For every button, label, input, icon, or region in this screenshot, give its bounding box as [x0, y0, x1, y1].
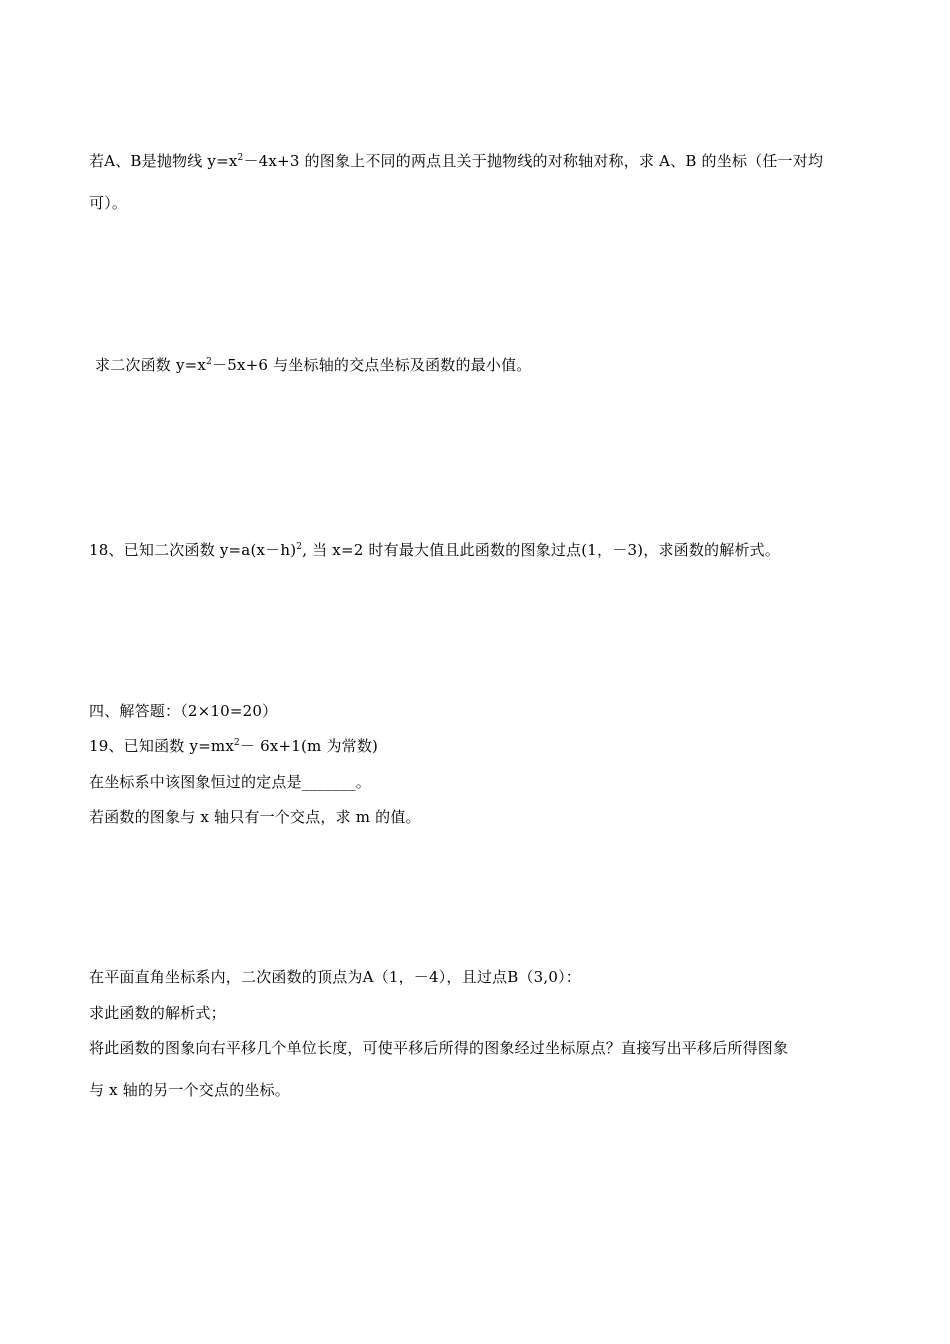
question-ab-line2: 可）。: [89, 194, 128, 212]
question-19-part2: 若函数的图象与 x 轴只有一个交点，求 m 的值。: [89, 808, 421, 826]
question-18: [89, 540, 780, 560]
question-20-part1: 求此函数的解析式；: [89, 1004, 226, 1022]
question-min-value: [95, 355, 532, 375]
section-4-heading: 四、解答题：（2×10=20）: [89, 702, 278, 720]
question-ab-exponent: 2: [237, 153, 244, 163]
question-19-text-b: － 6x+1(m 为常数): [239, 737, 379, 755]
question-min-exponent: 2: [206, 357, 213, 367]
question-19-exponent: 2: [233, 738, 240, 748]
question-19-title: [89, 736, 378, 756]
question-20-part2-line1: 将此函数的图象向右平移几个单位长度，可使平移后所得的图象经过坐标原点？直接写出平移后所得图象: [89, 1039, 789, 1057]
question-ab-text-b: －4x+3 的图象上不同的两点且关于抛物线的对称轴对称，求 A、B 的坐标（任一对均: [243, 152, 824, 170]
question-20-part2-line2: 与 x 轴的另一个交点的坐标。: [89, 1081, 290, 1099]
question-min-text-a: 求二次函数 y=x: [95, 356, 207, 374]
question-20-intro: 在平面直角坐标系内，二次函数的顶点为A（1，－4），且过点B（3,0）：: [89, 968, 582, 986]
question-ab-line1: [89, 151, 823, 171]
question-18-text-b: , 当 x=2 时有最大值且此函数的图象过点(1，－3)，求函数的解析式。: [302, 541, 781, 559]
question-18-text-a: 18、已知二次函数 y=a(x－h): [89, 541, 297, 559]
question-ab-text-a: 若A、B是抛物线 y=x: [89, 152, 238, 170]
question-min-text-b: －5x+6 与坐标轴的交点坐标及函数的最小值。: [212, 356, 532, 374]
question-19-text-a: 19、已知函数 y=mx: [89, 737, 234, 755]
question-19-part1: 在坐标系中该图象恒过的定点是_______。: [89, 773, 371, 791]
question-18-exponent: 2: [296, 542, 303, 552]
